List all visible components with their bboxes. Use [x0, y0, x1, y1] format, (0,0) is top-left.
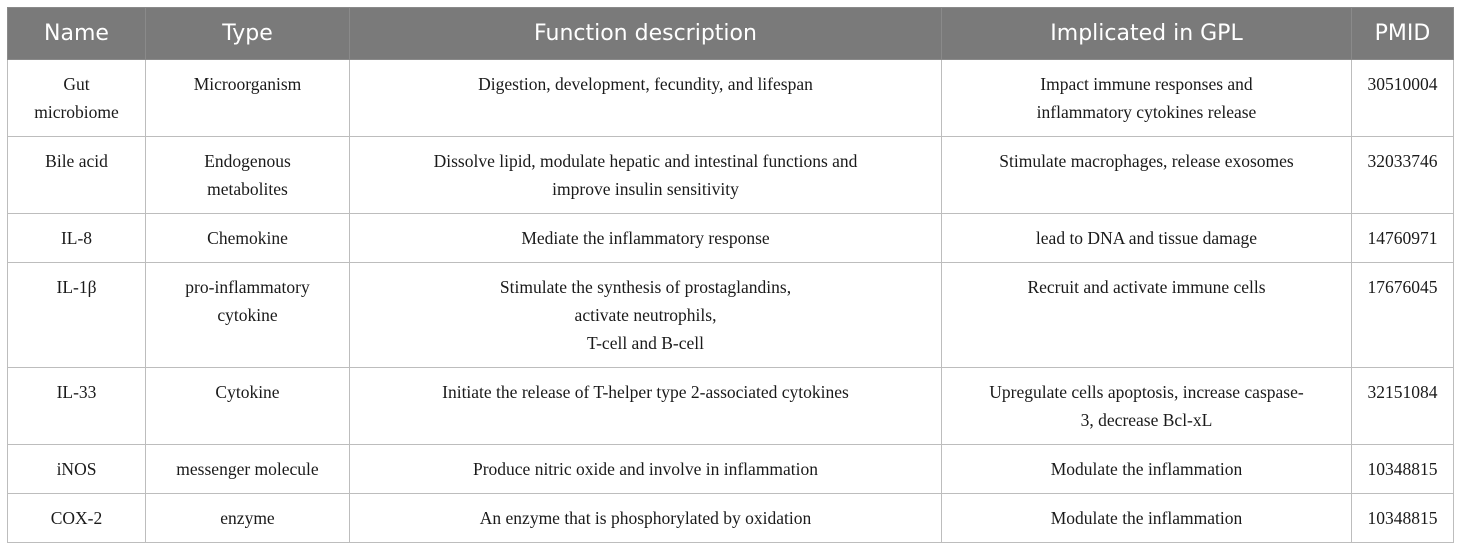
- cell-type: Chemokine: [146, 214, 350, 263]
- table-row: [8, 494, 1454, 543]
- cell-implicated: Recruit and activate immune cells: [942, 263, 1352, 368]
- cell-name: Bile acid: [8, 137, 146, 214]
- cell-name: IL-33: [8, 368, 146, 445]
- cell-type: messenger molecule: [146, 445, 350, 494]
- cell-pmid: 30510004: [1352, 60, 1454, 137]
- header-implicated-in-gpl: Implicated in GPL: [942, 8, 1352, 60]
- cell-implicated: Upregulate cells apoptosis, increase caspase- 3, decrease Bcl-xL: [942, 368, 1352, 445]
- header-type: Type: [146, 8, 350, 60]
- header-pmid: PMID: [1352, 8, 1454, 60]
- cell-implicated: Stimulate macrophages, release exosomes: [942, 137, 1352, 214]
- data-table: [7, 7, 1454, 543]
- cell-pmid: 10348815: [1352, 494, 1454, 543]
- cell-implicated: lead to DNA and tissue damage: [942, 214, 1352, 263]
- cell-name: COX-2: [8, 494, 146, 543]
- table-row: [8, 137, 1454, 214]
- cell-type: pro-inflammatory cytokine: [146, 263, 350, 368]
- cell-name: iNOS: [8, 445, 146, 494]
- cell-name: IL-1β: [8, 263, 146, 368]
- cell-function: An enzyme that is phosphorylated by oxidation: [350, 494, 942, 543]
- cell-function: Digestion, development, fecundity, and lifespan: [350, 60, 942, 137]
- cell-pmid: 32151084: [1352, 368, 1454, 445]
- cell-function: Produce nitric oxide and involve in inflammation: [350, 445, 942, 494]
- table-row: [8, 445, 1454, 494]
- header-name: Name: [8, 8, 146, 60]
- cell-function: Stimulate the synthesis of prostaglandins, activate neutrophils, T-cell and B-cell: [350, 263, 942, 368]
- table-row: [8, 368, 1454, 445]
- cell-type: enzyme: [146, 494, 350, 543]
- cell-name: Gut microbiome: [8, 60, 146, 137]
- cell-function: Mediate the inflammatory response: [350, 214, 942, 263]
- cell-name: IL-8: [8, 214, 146, 263]
- cell-type: Cytokine: [146, 368, 350, 445]
- cell-type: Microorganism: [146, 60, 350, 137]
- cell-pmid: 32033746: [1352, 137, 1454, 214]
- cell-pmid: 14760971: [1352, 214, 1454, 263]
- table-row: [8, 263, 1454, 368]
- table-header-row: [8, 8, 1454, 60]
- cell-function: Initiate the release of T-helper type 2-associated cytokines: [350, 368, 942, 445]
- cell-pmid: 17676045: [1352, 263, 1454, 368]
- cell-type: Endogenous metabolites: [146, 137, 350, 214]
- cell-implicated: Impact immune responses and inflammatory cytokines release: [942, 60, 1352, 137]
- table-row: [8, 214, 1454, 263]
- cell-implicated: Modulate the inflammation: [942, 445, 1352, 494]
- cell-implicated: Modulate the inflammation: [942, 494, 1352, 543]
- cell-pmid: 10348815: [1352, 445, 1454, 494]
- table-row: [8, 60, 1454, 137]
- header-function-description: Function description: [350, 8, 942, 60]
- cell-function: Dissolve lipid, modulate hepatic and intestinal functions and improve insulin sensitivity: [350, 137, 942, 214]
